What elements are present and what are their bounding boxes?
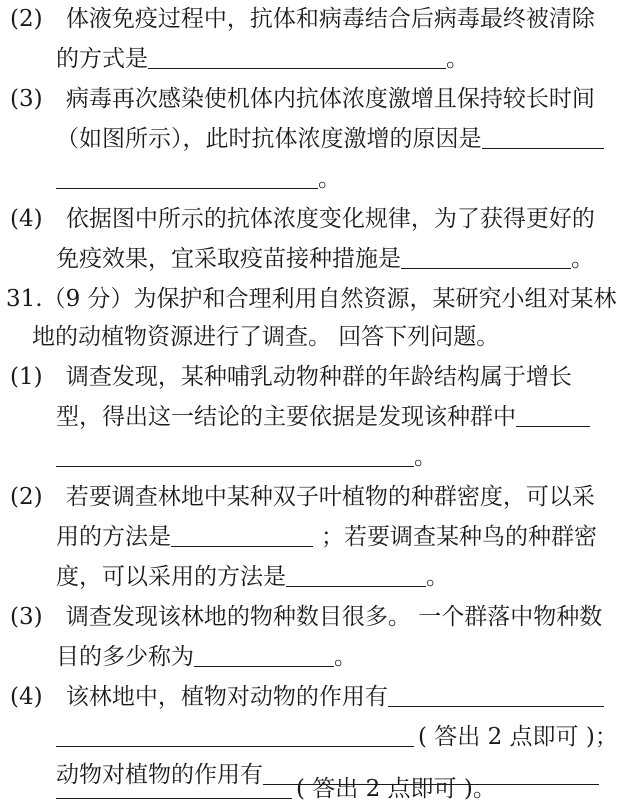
- answer-blank[interactable]: [56, 444, 414, 467]
- q31-p4-text3: 动物对植物的作用有: [56, 762, 263, 788]
- q31-p1-text: 调查发现，某种哺乳动物种群的年龄结构属于增长: [65, 364, 572, 390]
- q31-header-line1: [6, 284, 638, 314]
- q31-header-line2: [32, 322, 638, 352]
- q30-p4-text: 依据图中所示的抗体浓度变化规律，为了获得更好的: [65, 206, 595, 232]
- period: 。: [414, 444, 437, 470]
- q30-p2-text2: 的方式是: [56, 46, 148, 72]
- q31-p2-text: 若要调查林地中某种双子叶植物的种群密度，可以采: [65, 484, 595, 510]
- q31-header: 31.（9 分）为保护和合理利用自然资源，某研究小组对某林: [6, 286, 617, 312]
- q30-p4-line1: [10, 204, 638, 234]
- q31-p3-text: 调查发现该林地的物种数目很多。 一个群落中物种数: [65, 604, 603, 630]
- answer-blank[interactable]: [171, 524, 313, 547]
- q30-p4-line2: [56, 244, 638, 274]
- period: 。: [446, 46, 469, 72]
- q31-p4-text4: ( 答出 2 点即可 )。: [296, 776, 496, 802]
- q30-p2-number: (2): [10, 6, 43, 32]
- q31-p4-text2: ( 答出 2 点即可 )；: [418, 724, 618, 750]
- q30-p2-text: 体液免疫过程中，抗体和病毒结合后病毒最终被清除: [65, 6, 595, 32]
- q31-header2: 地的动植物资源进行了调查。 回答下列问题。: [32, 324, 500, 350]
- q31-p1-number: (1): [10, 364, 43, 390]
- answer-blank[interactable]: [516, 404, 590, 427]
- q30-p3-text2: （如图所示），此时抗体浓度激增的原因是: [56, 126, 482, 152]
- q31-p1-line3: [56, 442, 638, 472]
- answer-blank[interactable]: [401, 246, 571, 269]
- q30-p4-number: (4): [10, 206, 43, 232]
- q31-p2-text2a: 用的方法是: [56, 524, 171, 550]
- q31-p1-text2: 型，得出这一结论的主要依据是发现该种群中: [56, 404, 516, 430]
- q31-p4-text: 该林地中，植物对动物的作用有: [65, 684, 388, 710]
- q30-p3-number: (3): [10, 86, 43, 112]
- answer-blank[interactable]: [286, 564, 426, 587]
- q31-p2-text2b: ；若要调查某种鸟的种群密: [321, 524, 597, 550]
- period: 。: [334, 644, 357, 670]
- q31-p4-line4: [56, 774, 638, 804]
- q31-p2-line1: [10, 482, 638, 512]
- q31-p4-number: (4): [10, 684, 43, 710]
- period: 。: [426, 564, 449, 590]
- q31-p1-line1: [10, 362, 638, 392]
- answer-blank[interactable]: [56, 166, 318, 189]
- q30-p3-line1: [10, 84, 638, 114]
- q30-p2-line2: [56, 44, 638, 74]
- period: 。: [571, 246, 594, 272]
- q31-p2-line3: [56, 562, 638, 592]
- q31-p3-line1: [10, 602, 638, 632]
- q30-p3-line2: [56, 124, 638, 154]
- q31-p3-text2: 目的多少称为: [56, 644, 194, 670]
- q30-p4-text2: 免疫效果，宜采取疫苗接种措施是: [56, 246, 401, 272]
- answer-blank[interactable]: [56, 724, 414, 747]
- q31-p2-line2: [56, 522, 638, 552]
- q31-p1-line2: [56, 402, 638, 432]
- q30-p2-line1: [10, 4, 638, 34]
- q31-p4-line2: [56, 722, 638, 752]
- period: 。: [318, 166, 341, 192]
- q31-p3-line2: [56, 642, 638, 672]
- q31-p4-line1: [10, 682, 638, 712]
- q31-p3-number: (3): [10, 604, 43, 630]
- q31-p2-text3: 度，可以采用的方法是: [56, 564, 286, 590]
- answer-blank[interactable]: [194, 644, 334, 667]
- answer-blank[interactable]: [56, 776, 292, 799]
- answer-blank[interactable]: [388, 684, 604, 707]
- q31-p2-number: (2): [10, 484, 43, 510]
- answer-blank[interactable]: [148, 46, 446, 69]
- q30-p3-line3: [56, 164, 638, 194]
- q30-p3-text: 病毒再次感染使机体内抗体浓度激增且保持较长时间: [65, 86, 595, 112]
- answer-blank[interactable]: [482, 126, 604, 149]
